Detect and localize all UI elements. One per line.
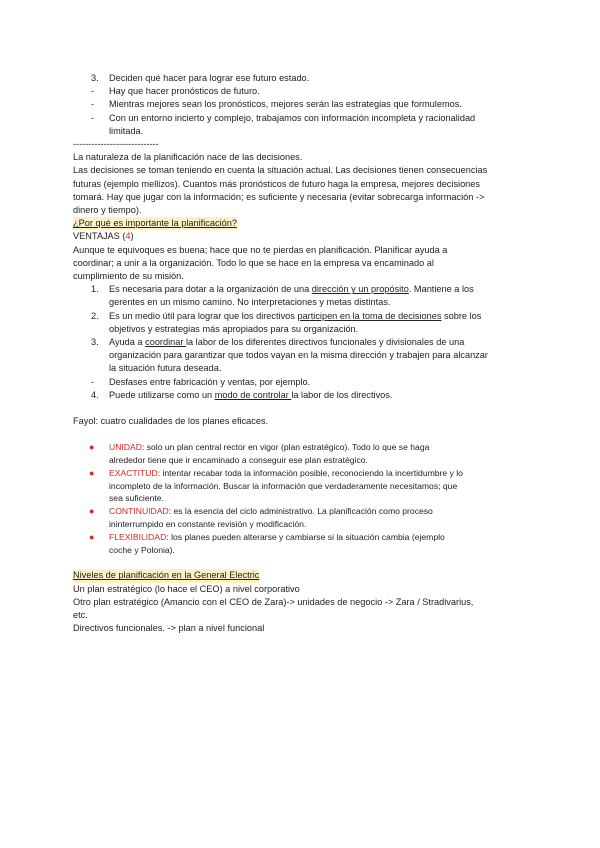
- list-item: [73, 85, 533, 98]
- list-text: limitada.: [109, 125, 144, 136]
- list-marker: 1.: [91, 284, 99, 295]
- list-item: [73, 98, 533, 111]
- separator-line: ----------------------------: [73, 139, 159, 150]
- bullet-icon: ●: [89, 531, 95, 542]
- fayol-line: Fayol: cuatro cualidades de los planes eficaces.: [73, 416, 269, 427]
- intro-paragraph: Las decisiones se toman teniendo en cuenta la situación actual. Las decisiones tienen consecuencias futuras (ejemplo mellizos). Cuantos más pronósticos de futuro haga la empresa, mejores decisiones tomará. Hay que jugar con la información; es suficiente y necesaria (evitar sobrecarga información -> dinero y tiempo).: [73, 165, 488, 216]
- levels-line: Directivos funcionales. -> plan a nivel funcional: [73, 623, 265, 634]
- quality-label: EXACTITUD: [109, 467, 158, 478]
- list-marker: 3.: [91, 73, 99, 83]
- quality-label: FLEXIBILIDAD: [109, 531, 167, 542]
- top-list: [73, 72, 533, 138]
- underlined-term: coordinar: [145, 337, 186, 348]
- underlined-term: modo de controlar: [214, 389, 292, 400]
- quality-item: ● UNIDAD: solo un plan central rector en vigor (plan estratégico). Todo lo que se haga alrededor tiene que ir encaminado a conseguir ese plan estratégico.: [89, 442, 430, 466]
- quality-label: CONTINUIDAD: [109, 506, 169, 517]
- bullet-icon: ●: [89, 467, 95, 478]
- quality-label: UNIDAD: [109, 442, 142, 453]
- qualities-list: [73, 441, 533, 556]
- underlined-term: participen en la toma de decisiones: [297, 310, 442, 321]
- section-title-why: ¿Por qué es importante la planificación?: [73, 217, 237, 230]
- ventajas-count: 4: [125, 231, 131, 242]
- list-item: 1. Es necesaria para dotar a la organización de una dirección y un propósito. Mantiene a los gerentes en un mismo camino. No interpretaciones y metas distintas.: [91, 284, 474, 308]
- list-text: Hay que hacer pronósticos de futuro.: [109, 86, 260, 97]
- list-marker: 3.: [91, 337, 99, 348]
- why-paragraph: Aunque te equivoques es buena; hace que no te pierdas en planificación. Planificar ayuda a coordinar; a unir a la organización. Todo lo que se hace en la empresa va encaminado al cumplimiento de su misión.: [73, 244, 448, 282]
- list-text: Mientras mejores sean los pronósticos, mejores serán las estrategias que formulemos.: [109, 99, 462, 110]
- list-item: [73, 72, 533, 85]
- list-item: 3. Ayuda a coordinar la labor de los diferentes directivos funcionales y divisionales de una organización para garantizar que todos vayan en la misma dirección y trabajen para alcanzar la situación futura deseada.: [91, 337, 488, 374]
- list-item: 4. Puede utilizarse como un modo de controlar la labor de los directivos.: [73, 389, 533, 402]
- document-body: [73, 72, 533, 635]
- list-marker: 4.: [91, 389, 99, 400]
- levels-line: Otro plan estratégico (Amancio con el CEO de Zara)-> unidades de negocio -> Zara / Stradivarius, etc.: [73, 596, 474, 621]
- list-item: 2. Es un medio útil para lograr que los directivos participen en la toma de decisiones sobre los objetivos y estrategias más apropiados para su organización.: [91, 310, 482, 334]
- list-marker: -: [91, 112, 95, 123]
- ventajas-heading: VENTAJAS (4): [73, 231, 134, 242]
- quality-item: ● CONTINUIDAD: es la esencia del ciclo administrativo. La planificación como proceso ininterrumpido en constante revisión y modificación.: [89, 506, 433, 530]
- list-marker: -: [91, 376, 95, 387]
- underlined-term: dirección y un propósito: [311, 284, 409, 295]
- list-marker: -: [91, 99, 95, 110]
- list-item: - Desfases entre fabricación y ventas, por ejemplo.: [73, 376, 533, 389]
- quality-item: ● FLEXIBILIDAD: los planes pueden alterarse y cambiarse si la situación cambia (ejemplo coche y Polonia).: [89, 531, 445, 555]
- bullet-icon: ●: [89, 506, 95, 517]
- advantages-list: [73, 283, 533, 402]
- bullet-icon: ●: [89, 442, 95, 453]
- list-item: [73, 112, 533, 138]
- section-title-levels: Niveles de planificación en la General Electric: [73, 569, 259, 582]
- list-text: Deciden qué hacer para lograr ese futuro estado.: [109, 73, 310, 83]
- quality-item: ● EXACTITUD: intentar recabar toda la información posible, reconociendo la incertidumbre y lo incompleto de la información. Buscar la información que verdaderamente necesitamos; que sea suficiente.: [89, 467, 463, 504]
- list-text: Con un entorno incierto y complejo, trabajamos con información incompleta y racionalidad: [109, 112, 476, 123]
- intro-line: La naturaleza de la planificación nace de las decisiones.: [73, 152, 303, 163]
- levels-line: Un plan estratégico (lo hace el CEO) a nivel corporativo: [73, 583, 300, 594]
- list-marker: -: [91, 86, 95, 97]
- list-marker: 2.: [91, 310, 99, 321]
